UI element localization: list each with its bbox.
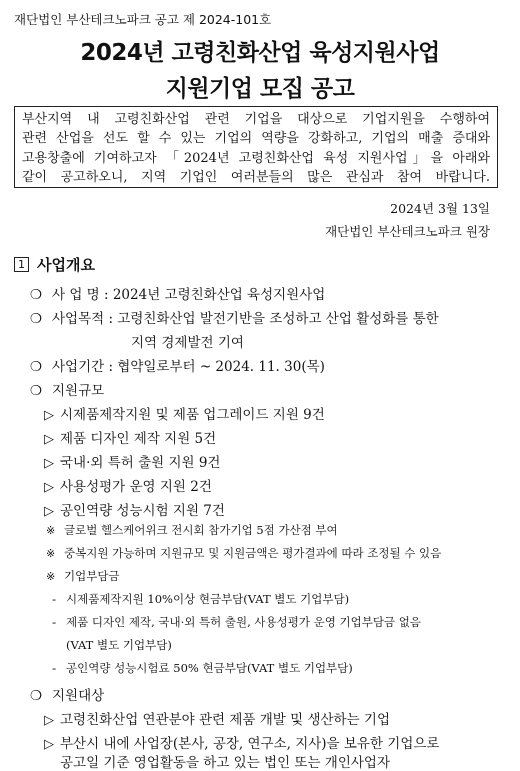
- circle-bullet-icon: ❍: [30, 311, 43, 327]
- item-business-name: ❍ 사 업 명 : 2024년 고령친화산업 육성지원사업: [30, 287, 326, 303]
- dash-bullet: -: [52, 615, 57, 629]
- triangle-bullet-icon: ▷: [44, 432, 54, 447]
- intro-line: 관련 산업을 선도 할 수 있는 기업의 역량을 강화하고, 기업의 매출 증대와: [22, 131, 490, 147]
- intro-line: 부산지역 내 고령친화산업 관련 기업을 대상으로 기업지원을 수행하여: [22, 112, 490, 127]
- item-period: ❍ 사업기간 : 협약일로부터 ~ 2024. 11. 30(목): [30, 359, 325, 375]
- scale-item: ▷ 사용성평가 운영 지원 2건: [44, 479, 212, 495]
- burden-item: - 공인역량 성능시험료 50% 현금부담(VAT 별도 기업부담): [52, 661, 353, 675]
- item-target: ❍ 지원대상: [30, 688, 105, 704]
- issuer: 재단법인 부산테크노파크 원장: [325, 224, 490, 239]
- item-purpose: ❍ 사업목적 : 고령친화산업 발전기반을 조성하고 산업 활성화를 통한: [30, 311, 439, 327]
- item-scale: ❍ 지원규모: [30, 383, 105, 399]
- note-item: ※ 기업부담금: [46, 569, 120, 583]
- note-item: ※ 글로벌 헬스케어위크 전시회 참가기업 5점 가산점 부여: [46, 523, 338, 537]
- triangle-bullet-icon: ▷: [44, 408, 54, 423]
- triangle-bullet-icon: ▷: [44, 737, 54, 752]
- scale-item: ▷ 시제품제작지원 및 제품 업그레이드 지원 9건: [44, 407, 325, 423]
- intro-box: [14, 106, 498, 188]
- section-heading: [14, 254, 95, 275]
- burden-item: - 시제품제작지원 10%이상 현금부담(VAT 별도 기업부담): [52, 592, 350, 606]
- intro-line: 같이 공고하오니, 지역 기업인 여러분들의 많은 관심과 참여 바랍니다.: [22, 169, 490, 185]
- asterisk-icon: ※: [46, 524, 56, 537]
- page-title: 2024년 고령친화산업 육성지원사업: [80, 40, 440, 66]
- circle-bullet-icon: ❍: [30, 383, 43, 399]
- triangle-bullet-icon: ▷: [44, 504, 54, 519]
- scale-item: ▷ 공인역량 성능시험 지원 7건: [44, 503, 225, 519]
- note-item: ※ 중복지원 가능하며 지원규모 및 지원금액은 평가결과에 따라 조정될 수 있음: [46, 546, 442, 560]
- target-item: ▷ 부산시 내에 사업장(본사, 공장, 연구소, 지사)을 보유한 기업으로: [44, 736, 440, 752]
- target-item-continued: 공고일 기준 영업활동을 하고 있는 법인 또는 개인사업자: [60, 755, 390, 771]
- burden-item-continued: (VAT 별도 기업부담): [66, 638, 172, 652]
- notice-date: 2024년 3월 13일: [390, 201, 490, 216]
- triangle-bullet-icon: ▷: [44, 456, 54, 471]
- page-subtitle: 지원기업 모집 공고: [165, 76, 355, 102]
- scale-item: ▷ 제품 디자인 제작 지원 5건: [44, 431, 217, 447]
- asterisk-icon: ※: [46, 547, 56, 560]
- asterisk-icon: ※: [46, 570, 56, 583]
- section-number-box: 1: [14, 257, 29, 272]
- dash-bullet: -: [52, 661, 57, 675]
- scale-item: ▷ 국내·외 특허 출원 지원 9건: [44, 455, 221, 471]
- circle-bullet-icon: ❍: [30, 359, 43, 375]
- triangle-bullet-icon: ▷: [44, 480, 54, 495]
- notice-number: 재단법인 부산테크노파크 공고 제 2024-101호: [14, 12, 272, 27]
- burden-item: - 제품 디자인 제작, 국내·외 특허 출원, 사용성평가 운영 기업부담금 없음: [52, 615, 421, 629]
- circle-bullet-icon: ❍: [30, 287, 43, 303]
- triangle-bullet-icon: ▷: [44, 713, 54, 728]
- item-purpose-continued: 지역 경제발전 기여: [131, 335, 244, 351]
- target-item: ▷ 고령친화산업 연관분야 관련 제품 개발 및 생산하는 기업: [44, 712, 390, 728]
- circle-bullet-icon: ❍: [30, 688, 43, 704]
- dash-bullet: -: [52, 592, 57, 606]
- section-title: 사업개요: [37, 256, 95, 274]
- intro-line: 고용창출에 기여하고자 「2024년 고령친화산업 육성 지원사업」을 아래와: [22, 150, 490, 166]
